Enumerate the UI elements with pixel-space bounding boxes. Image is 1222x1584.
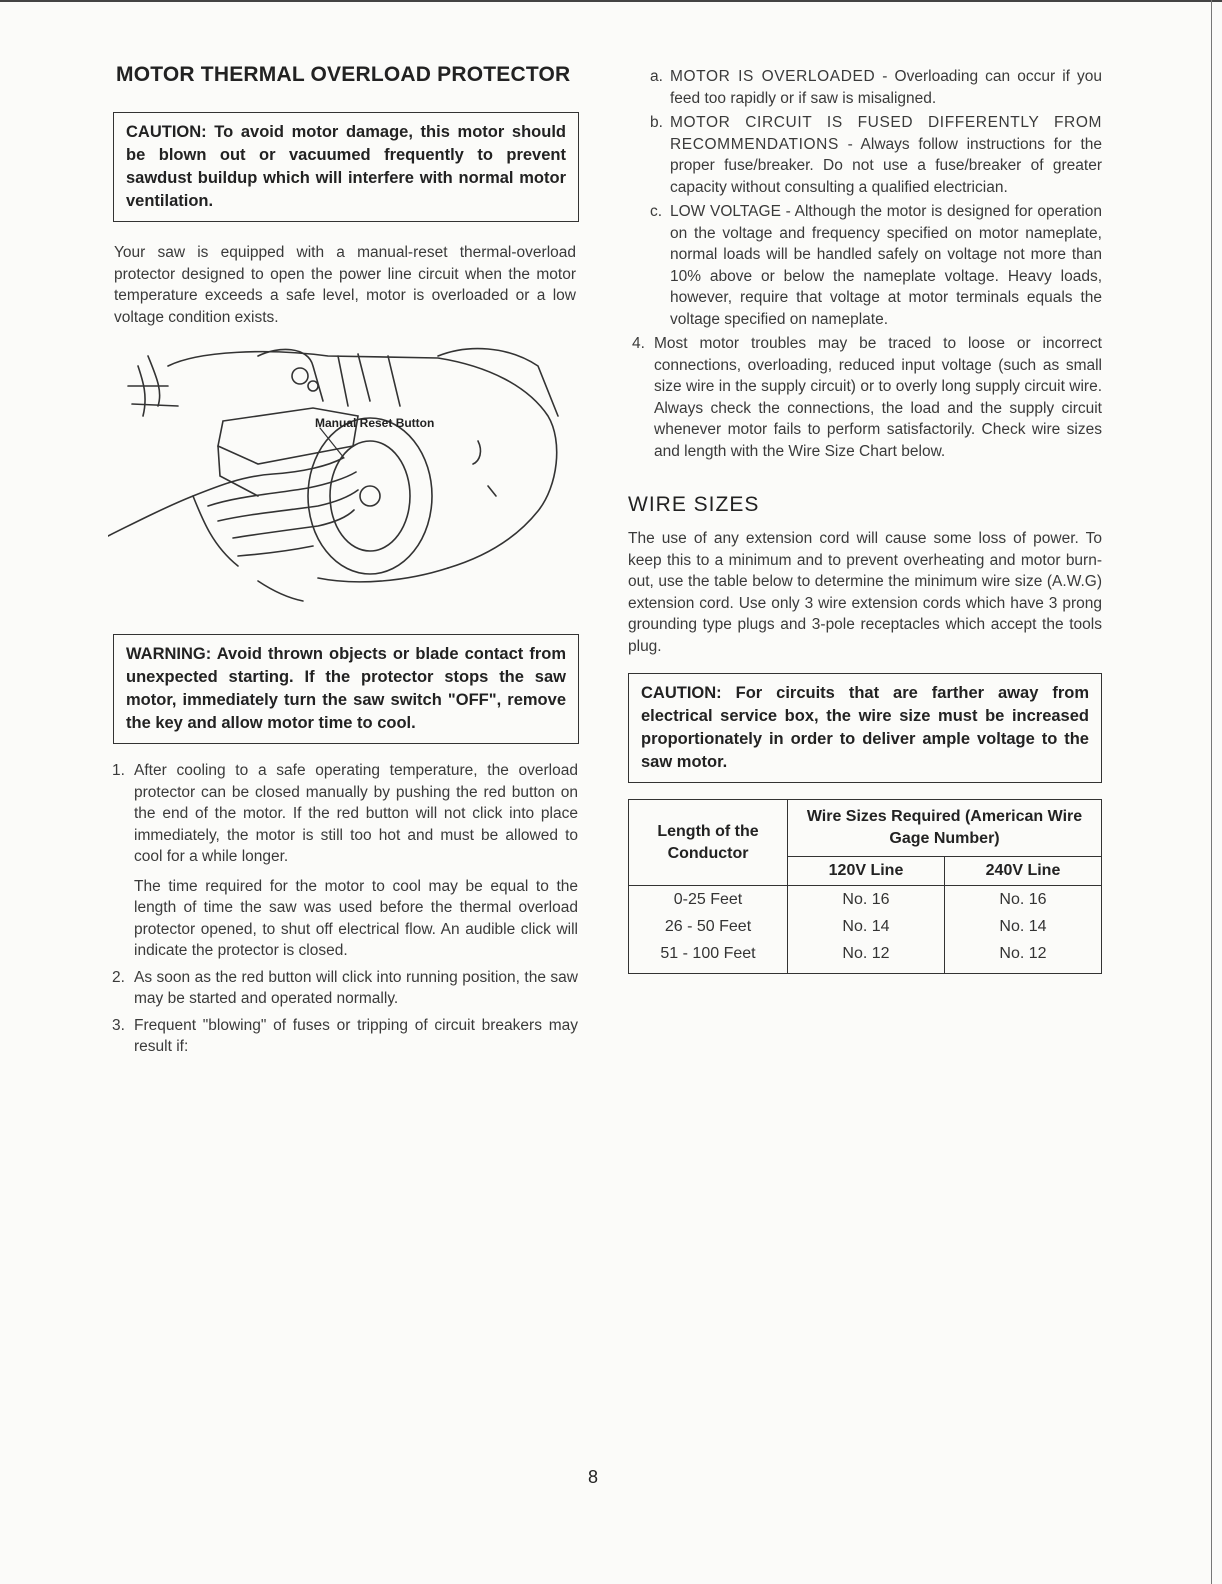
warning-box: WARNING: Avoid thrown objects or blade contact from unexpected starting. If the protector stops the saw motor, immediately turn the saw switch "OFF", remove the key and allow motor time to cool. — [113, 634, 579, 744]
cell-240v: No. 12 — [944, 940, 1101, 974]
cause-title: LOW VOLTAGE — [670, 203, 781, 220]
cause-title: MOTOR CIRCUIT IS FUSED DIFFERENTLY FROM RECOMMENDATIONS — [670, 114, 1102, 153]
intro-paragraph: Your saw is equipped with a manual-reset thermal-overload protector designed to open the power line circuit when the motor temperature exceeds a safe level, motor is overloaded or a low voltage condition exists. — [114, 244, 576, 326]
steps-list-right — [628, 333, 1102, 462]
cell-240v: No. 14 — [944, 913, 1101, 940]
table-row — [629, 940, 1102, 974]
page-right-edge — [1211, 0, 1212, 1584]
right-column — [628, 66, 1102, 974]
caution-box-circuits: CAUTION: For circuits that are farther away from electrical service box, the wire size must be increased proportionately in order to deliver ample voltage to the saw motor. — [628, 673, 1102, 783]
section-heading-overload: MOTOR THERMAL OVERLOAD PROTECTOR — [116, 63, 571, 86]
step-text-continued: The time required for the motor to cool may be equal to the length of time the saw was used before the thermal overload protector opened, to shut off electrical flow. An audible click will indicate the protector is closed. — [134, 877, 578, 959]
step-text: Frequent "blowing" of fuses or tripping of circuit breakers may result if: — [134, 1016, 578, 1055]
list-number: 3. — [112, 1016, 125, 1034]
list-item — [650, 66, 1102, 109]
list-item — [650, 201, 1102, 330]
table-header-length: Length of the Conductor — [629, 800, 788, 886]
list-item — [108, 760, 578, 962]
table-row — [629, 886, 1102, 914]
motor-illustration — [108, 346, 578, 606]
cause-text: - Always follow instructions for the proper fuse/breaker. Do not use a fuse/breaker of greater capacity without consulting a qualified electrician. — [670, 135, 1102, 196]
list-letter: b. — [650, 114, 663, 131]
table-row — [629, 913, 1102, 940]
cause-text: - Although the motor is designed for operation on the voltage and frequency specified on motor nameplate, normal loads will be handled safely on voltage not more than 10% above or below the nameplate voltage. Heavy loads, however, require that voltage at motor terminals equals the voltage specified on nameplate. — [670, 203, 1102, 328]
caution-box-ventilation: CAUTION: To avoid motor damage, this motor should be blown out or vacuumed frequently to prevent sawdust buildup which will interfere with normal motor ventilation. — [113, 112, 579, 222]
list-number: 4. — [632, 335, 645, 352]
cell-240v: No. 16 — [944, 886, 1101, 914]
cell-length: 51 - 100 Feet — [629, 940, 788, 974]
page-number: 8 — [588, 1467, 599, 1487]
cell-length: 0-25 Feet — [629, 886, 788, 914]
page-top-edge — [0, 0, 1222, 2]
figure-callout-label: Manual Reset Button — [315, 416, 435, 430]
wire-sizes-paragraph: The use of any extension cord will cause some loss of power. To keep this to a minimum and to prevent overheating and motor burn-out, use the table below to determine the minimum wire size (A.W.G) extension cord. Use only 3 wire extension cords which have 3 prong grounding type plugs and 3-pole receptacles which accept the tools plug. — [628, 530, 1102, 655]
section-heading-wire-sizes: WIRE SIZES — [628, 493, 760, 516]
step-text: Most motor troubles may be traced to loose or incorrect connections, overloading, reduced input voltage (such as small size wire in the supply circuit) or to overly long supply circuit wire. Always check the connections, the load and the supply circuit whenever motor fails to perform satisfactorily. Check wire sizes and length with the Wire Size Chart below. — [654, 335, 1102, 460]
cell-120v: No. 16 — [788, 886, 945, 914]
list-letter: c. — [650, 203, 663, 220]
list-number: 1. — [112, 762, 125, 779]
wire-sizes-section — [628, 492, 1102, 974]
list-number: 2. — [112, 968, 125, 986]
list-item — [628, 333, 1102, 462]
list-item — [108, 1015, 578, 1058]
causes-list — [650, 66, 1102, 330]
list-item — [108, 967, 578, 1010]
cell-120v: No. 12 — [788, 940, 945, 974]
wire-size-table — [628, 799, 1102, 974]
step-text: After cooling to a safe operating temperature, the overload protector can be closed manually by pushing the red button on the end of the motor. If the red button will not click into place immediately, the motor is still too hot and must be allowed to cool for a while longer. — [134, 762, 578, 865]
cause-title: MOTOR IS OVERLOADED — [670, 68, 876, 85]
table-header-wire-sizes: Wire Sizes Required (American Wire Gage Number) — [788, 800, 1102, 857]
step-text: As soon as the red button will click into running position, the saw may be started and operated normally. — [134, 968, 578, 1007]
left-column — [108, 62, 578, 1063]
list-letter: a. — [650, 68, 663, 85]
table-header-240v: 240V Line — [944, 857, 1101, 886]
steps-list-left — [108, 760, 578, 1058]
motor-drawing — [108, 346, 578, 606]
list-item — [650, 112, 1102, 198]
table-header-120v: 120V Line — [788, 857, 945, 886]
cell-length: 26 - 50 Feet — [629, 913, 788, 940]
cell-120v: No. 14 — [788, 913, 945, 940]
cause-text: - Overloading can occur if you feed too rapidly or if saw is misaligned. — [670, 68, 1102, 107]
